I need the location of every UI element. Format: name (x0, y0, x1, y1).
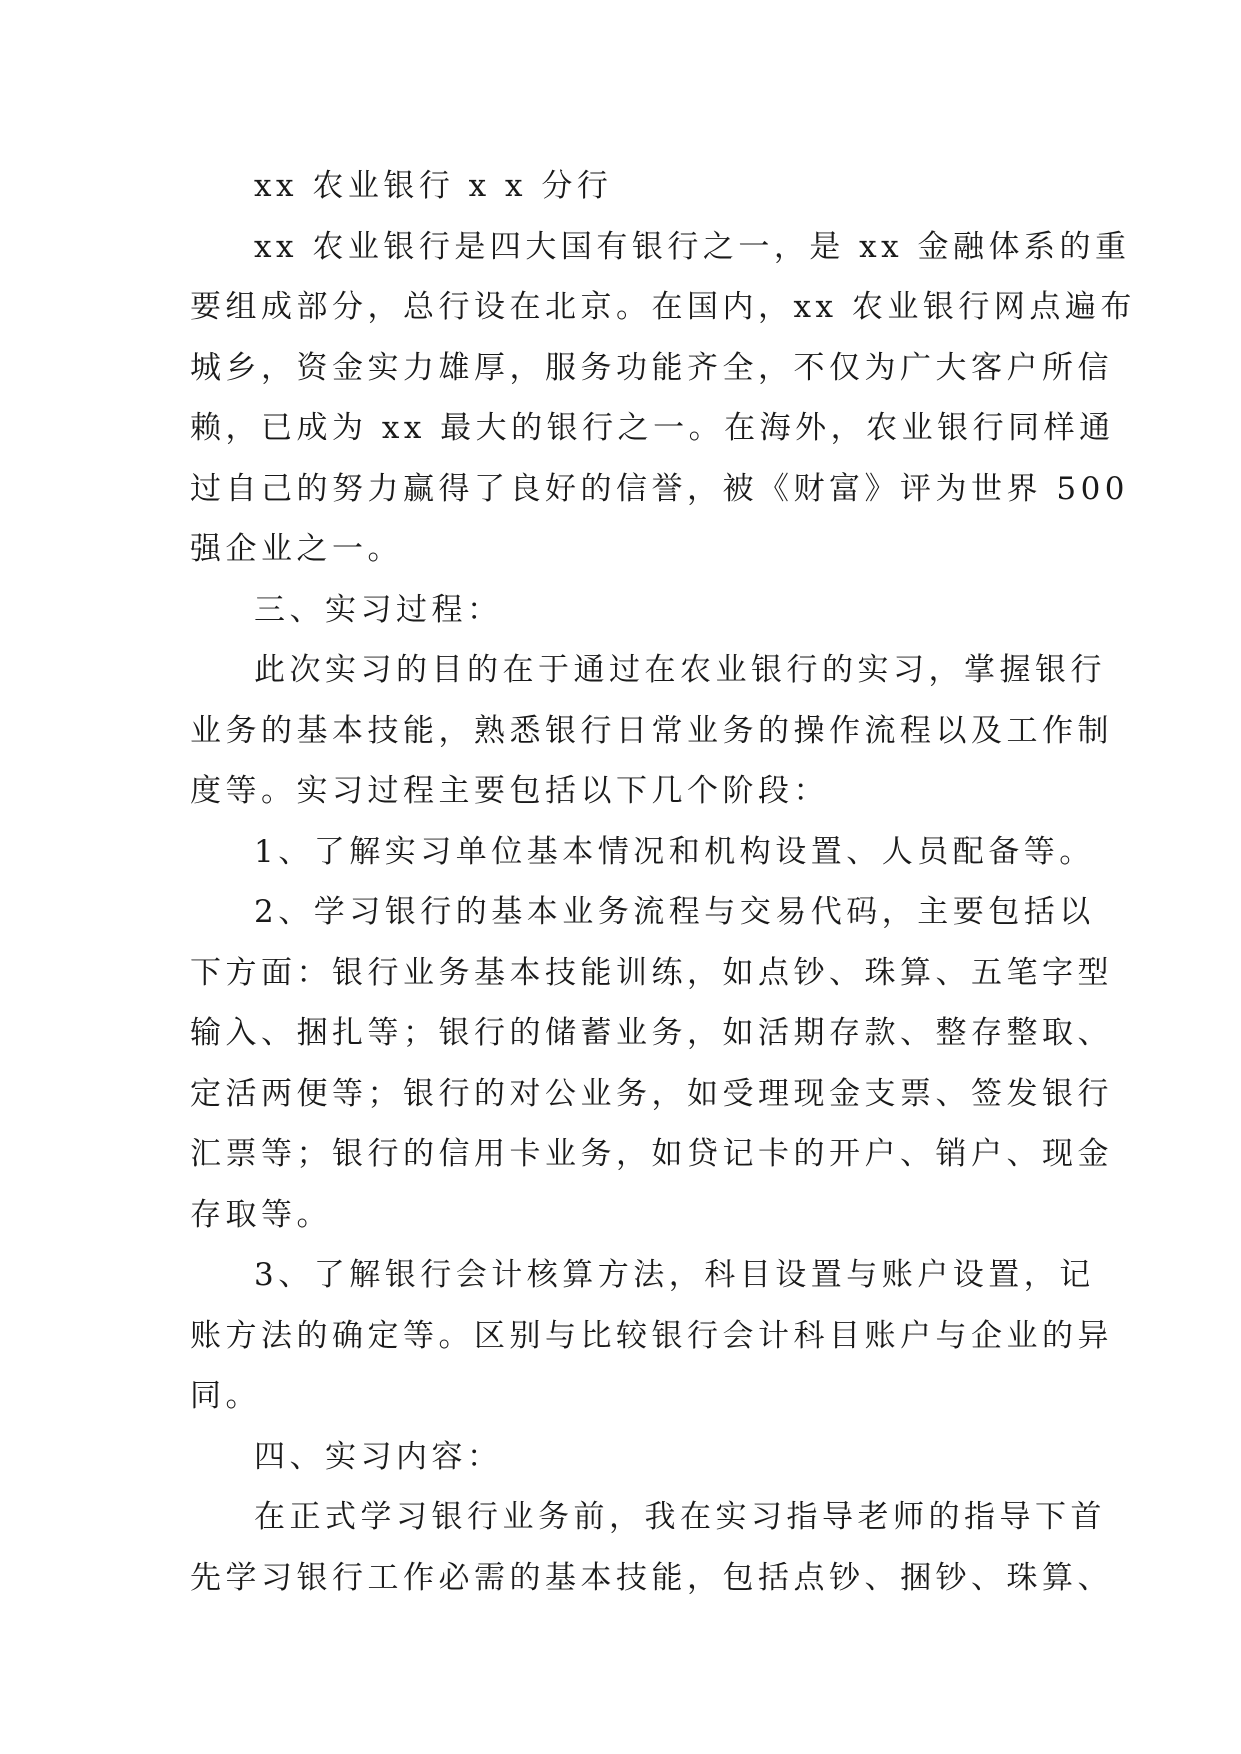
text-line: 定活两便等；银行的对公业务，如受理现金支票、签发银行 (190, 1075, 1113, 1112)
text-line: 强企业之一。 (190, 531, 403, 567)
text-line: 过自己的努力赢得了良好的信誉，被《财富》评为世界 500 (190, 470, 1130, 507)
text-line: 业务的基本技能，熟悉银行日常业务的操作流程以及工作制 (190, 712, 1113, 749)
text-line: 下方面：银行业务基本技能训练，如点钞、珠算、五笔字型 (190, 954, 1113, 991)
text-line: 同。 (190, 1378, 261, 1414)
text-line: 输入、捆扎等；银行的储蓄业务，如活期存款、整存整取、 (190, 1015, 1113, 1051)
text-line: 四、实习内容： (254, 1438, 503, 1475)
text-line: xx 农业银行 x x 分行 (254, 168, 613, 204)
text-line: 1、了解实习单位基本情况和机构设置、人员配备等。 (254, 833, 1095, 870)
text-line: 汇票等；银行的信用卡业务，如贷记卡的开户、销户、现金 (190, 1136, 1113, 1172)
document-body (190, 156, 1136, 1608)
text-line: xx 农业银行是四大国有银行之一，是 xx 金融体系的重 (254, 228, 1131, 265)
text-line: 要组成部分，总行设在北京。在国内，xx 农业银行网点遍布 (190, 289, 1136, 325)
text-line: 赖，已成为 xx 最大的银行之一。在海外，农业银行同样通 (190, 410, 1115, 446)
text-line: 存取等。 (190, 1196, 332, 1233)
text-line: 度等。实习过程主要包括以下几个阶段： (190, 773, 829, 809)
text-line: 账方法的确定等。区别与比较银行会计科目账户与企业的异 (190, 1317, 1113, 1354)
text-line: 城乡，资金实力雄厚，服务功能齐全，不仅为广大客户所信 (190, 349, 1113, 386)
text-line: 先学习银行工作必需的基本技能，包括点钞、捆钞、珠算、 (190, 1559, 1113, 1596)
text-line: 此次实习的目的在于通过在农业银行的实习，掌握银行 (254, 652, 1106, 688)
text-line: 2、学习银行的基本业务流程与交易代码，主要包括以 (254, 894, 1095, 930)
text-line: 三、实习过程： (254, 591, 503, 628)
text-line: 3、了解银行会计核算方法，科目设置与账户设置，记 (254, 1257, 1095, 1293)
text-line: 在正式学习银行业务前，我在实习指导老师的指导下首 (254, 1499, 1106, 1535)
